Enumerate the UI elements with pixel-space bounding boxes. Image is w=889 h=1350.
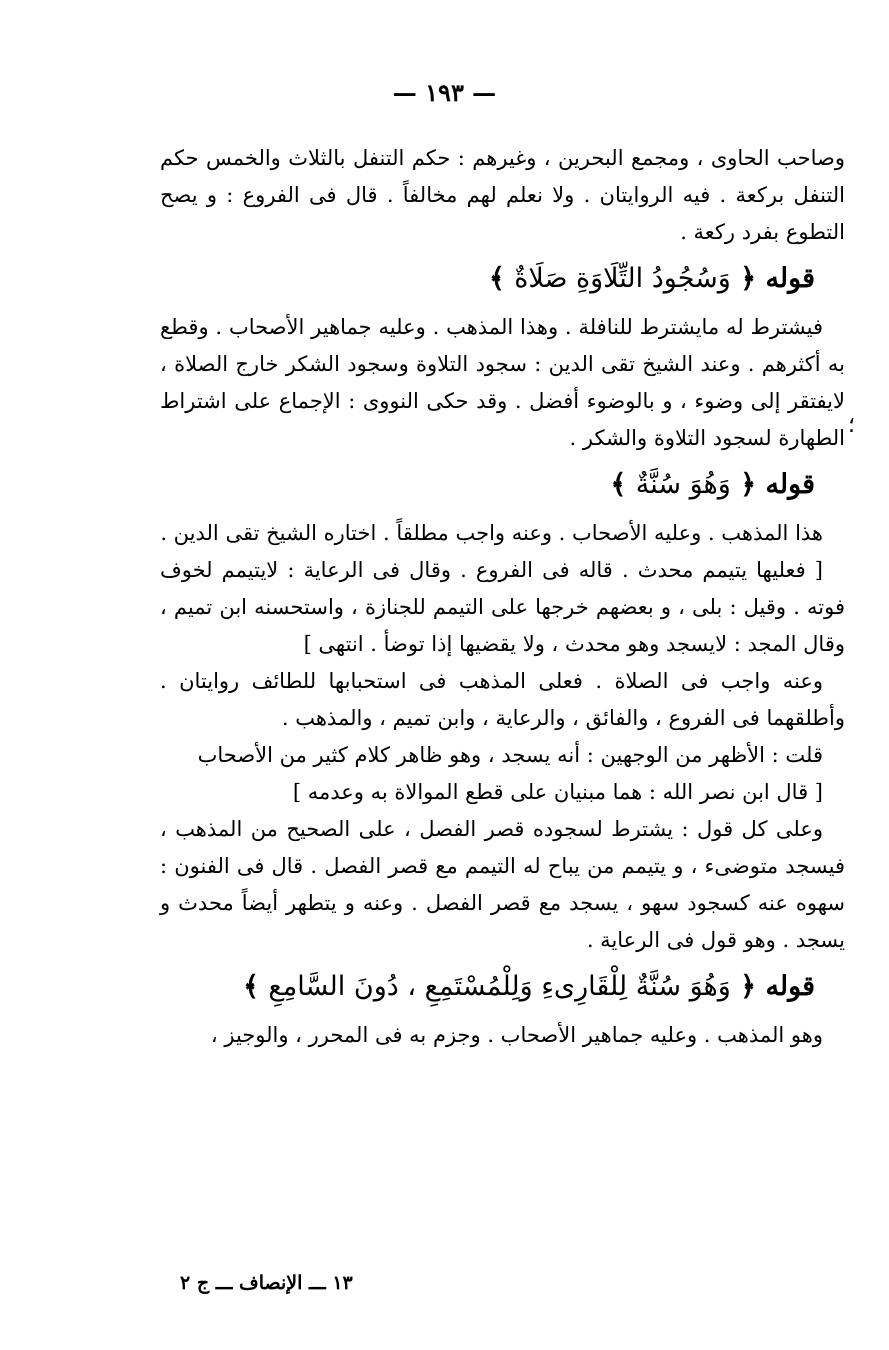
heading-keyword: قوله <box>765 971 815 1002</box>
open-bracket: ﴿ <box>740 263 757 294</box>
paragraph: هذا المذهب . وعليه الأصحاب . وعنه واجب مطلقاً . اختاره الشيخ تقى الدين . <box>160 521 823 545</box>
open-bracket: ﴿ <box>740 971 757 1002</box>
paragraph: وهو المذهب . وعليه جماهير الأصحاب . وجزم به فى المحرر ، والوجيز ، <box>210 1023 823 1047</box>
section-heading <box>160 965 815 1009</box>
close-bracket: ﴾ <box>488 263 505 294</box>
margin-mark: ؛ <box>848 413 855 438</box>
quoted-verse: وَسُجُودُ التِّلَاوَةِ صَلَاةٌ <box>514 263 731 294</box>
paragraph: وعلى كل قول : يشترط لسجوده قصر الفصل ، على الصحيح من المذهب ، فيسجد متوضىء ، و يتيمم من يباح له التيمم مع قصر الفصل . قال فى الفنون : سهوه عنه كسجود سهو ، يسجد مع قصر الفصل . وعنه و يتطهر أيضاً محدث و يسجد . وهو قول فى الرعاية . <box>160 817 845 952</box>
page-footer: ١٣ ـــ الإنصاف ـــ ج ٢ <box>180 1272 353 1294</box>
paragraph: وعنه واجب فى الصلاة . فعلى المذهب فى استحبابها للطائف روايتان . وأطلقهما فى الفروع ، والفائق ، والرعاية ، وابن تميم ، والمذهب . <box>160 669 845 730</box>
section-heading <box>160 257 815 301</box>
section-heading <box>160 463 815 507</box>
bracketed-paragraph: [ قال ابن نصر الله : هما مبنيان على قطع الموالاة به وعدمه ] <box>292 780 823 804</box>
quoted-verse: وَهُوَ سُنَّةٌ <box>635 469 731 500</box>
heading-keyword: قوله <box>765 263 815 294</box>
paragraph: قلت : الأظهر من الوجهين : أنه يسجد ، وهو ظاهر كلام كثير من الأصحاب <box>197 743 823 767</box>
paragraph: وصاحب الحاوى ، ومجمع البحرين ، وغيرهم : حكم التنفل بالثلاث والخمس حكم التنفل بركعة . فيه الروايتان . ولا نعلم لهم مخالفاً . قال فى الفروع : و يصح التطوع بفرد ركعة . <box>160 146 845 244</box>
heading-keyword: قوله <box>765 469 815 500</box>
body-text <box>160 140 845 1054</box>
close-bracket: ﴾ <box>243 971 259 1002</box>
quoted-verse: وَهُوَ سُنَّةٌ لِلْقَارِىءِ وَلِلْمُسْتَمِعِ ، دُونَ السَّامِعِ <box>268 971 731 1002</box>
paragraph: فيشترط له مايشترط للنافلة . وهذا المذهب . وعليه جماهير الأصحاب . وقطع به أكثرهم . وعند الشيخ تقى الدين : سجود التلاوة وسجود الشكر خارج الصلاة ، لايفتقر إلى وضوء ، و بالوضوء أفضل . وقد حكى النووى : الإجماع على اشتراط الطهارة لسجود التلاوة والشكر . <box>160 315 845 450</box>
open-bracket: ﴿ <box>740 469 757 500</box>
close-bracket: ﴾ <box>610 469 627 500</box>
bracketed-paragraph: [ فعليها يتيمم محدث . قاله فى الفروع . وقال فى الرعاية : لايتيمم لخوف فوته . وقيل : بلى ، و بعضهم خرجها على التيمم للجنازة ، واستحسنه ابن تميم ، وقال المجد : لايسجد وهو محدث ، ولا يقضيها إذا توضأ . انتهى ] <box>160 558 845 656</box>
page-number: — ١٩٣ — <box>392 78 497 107</box>
